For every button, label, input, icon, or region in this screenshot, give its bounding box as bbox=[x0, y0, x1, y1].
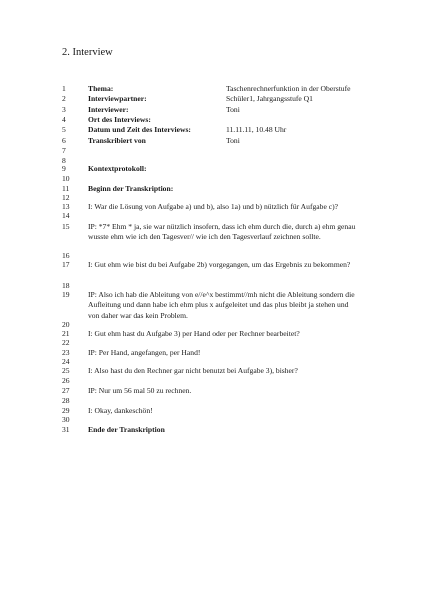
line-number: 4 bbox=[62, 114, 66, 124]
page-title: 2. Interview bbox=[62, 47, 113, 58]
line-number: 19 bbox=[62, 290, 70, 299]
transcript-text: I: Gut ehm hast du Aufgabe 3) per Hand oder per Rechner bearbeitet? bbox=[88, 329, 300, 338]
line-number: 17 bbox=[62, 260, 70, 269]
line-number: 5 bbox=[62, 125, 66, 135]
transcript-text: I: Also hast du den Rechner gar nicht benutzt bei Aufgabe 3), bisher? bbox=[88, 366, 298, 375]
transcript-begin-label: Beginn der Transkription: bbox=[88, 184, 174, 193]
transcript-text: I: Gut ehm wie bist du bei Aufgabe 2b) vorgegangen, um das Ergebnis zu bekommen? bbox=[88, 260, 351, 269]
context-protocol-label: Kontextprotokoll: bbox=[88, 164, 147, 173]
line-number: 1 bbox=[62, 84, 66, 93]
line-number: 26 bbox=[62, 376, 70, 385]
transcript-text: IP: Per Hand, angefangen, per Hand! bbox=[88, 348, 201, 357]
line-number: 20 bbox=[62, 320, 70, 329]
line-number: 12 bbox=[62, 193, 70, 202]
line-number: 28 bbox=[62, 396, 70, 405]
line-number: 31 bbox=[62, 425, 70, 434]
transcript-text: I: War die Lösung von Aufgabe a) und b), also 1a) und b) nützlich für Aufgabe c)? bbox=[88, 202, 338, 211]
line-number: 8 bbox=[62, 156, 66, 166]
meta-label-date: Datum und Zeit des Interviews: bbox=[88, 125, 191, 135]
transcript-text: I: Okay, dankeschön! bbox=[88, 406, 153, 415]
transcript-text: IP: Nur um 56 mal 50 zu rechnen. bbox=[88, 386, 192, 395]
line-number: 27 bbox=[62, 386, 70, 395]
line-number: 13 bbox=[62, 202, 70, 211]
line-number: 14 bbox=[62, 211, 70, 220]
line-number: 24 bbox=[62, 357, 70, 366]
line-number: 15 bbox=[62, 222, 70, 231]
line-number: 21 bbox=[62, 329, 70, 338]
transcript-text: IP: Also ich hab die Ableitung von e//e^x bestimmt//mh nicht die Ableitung sondern die Aufleitung und dann habe ich ehm plus x aufgeleitet und das plus bleibt ja stehen und von daher war das kein Problem. bbox=[88, 290, 355, 320]
transcript-end-label: Ende der Transkription bbox=[88, 425, 165, 434]
meta-value-date: 11.11.11, 10.48 Uhr bbox=[226, 125, 287, 135]
line-number: 30 bbox=[62, 415, 70, 424]
transcript-text: IP: *7* Ehm * ja, sie war nützlich insofern, dass ich ehm durch die, durch a) ehm genau wusste ehm wie ich den Tagesver// wie ich den Tagesverlauf zeichnen sollte. bbox=[88, 222, 356, 242]
line-number: 10 bbox=[62, 174, 70, 183]
line-number: 16 bbox=[62, 251, 70, 260]
line-number: 18 bbox=[62, 281, 70, 290]
meta-label-location: Ort des Interviews: bbox=[88, 114, 151, 124]
line-number: 2 bbox=[62, 94, 66, 104]
line-number: 3 bbox=[62, 104, 66, 114]
meta-label-interviewer: Interviewer: bbox=[88, 104, 129, 114]
meta-value-interviewer: Toni bbox=[226, 104, 240, 114]
line-number: 7 bbox=[62, 145, 66, 155]
line-number: 11 bbox=[62, 184, 70, 193]
meta-label-transcriber: Transkribiert von bbox=[88, 135, 146, 145]
meta-label-interviewee: Interviewpartner: bbox=[88, 94, 147, 104]
meta-value-transcriber: Toni bbox=[226, 135, 240, 145]
meta-value-topic: Taschenrechnerfunktion in der Oberstufe bbox=[226, 84, 351, 93]
meta-label-topic: Thema: bbox=[88, 84, 114, 93]
line-number: 25 bbox=[62, 366, 70, 375]
line-number: 9 bbox=[62, 164, 66, 173]
line-number: 23 bbox=[62, 348, 70, 357]
line-number: 29 bbox=[62, 406, 70, 415]
line-number: 22 bbox=[62, 338, 70, 347]
meta-value-interviewee: Schüler1, Jahrgangsstufe Q1 bbox=[226, 94, 313, 104]
line-number: 6 bbox=[62, 135, 66, 145]
